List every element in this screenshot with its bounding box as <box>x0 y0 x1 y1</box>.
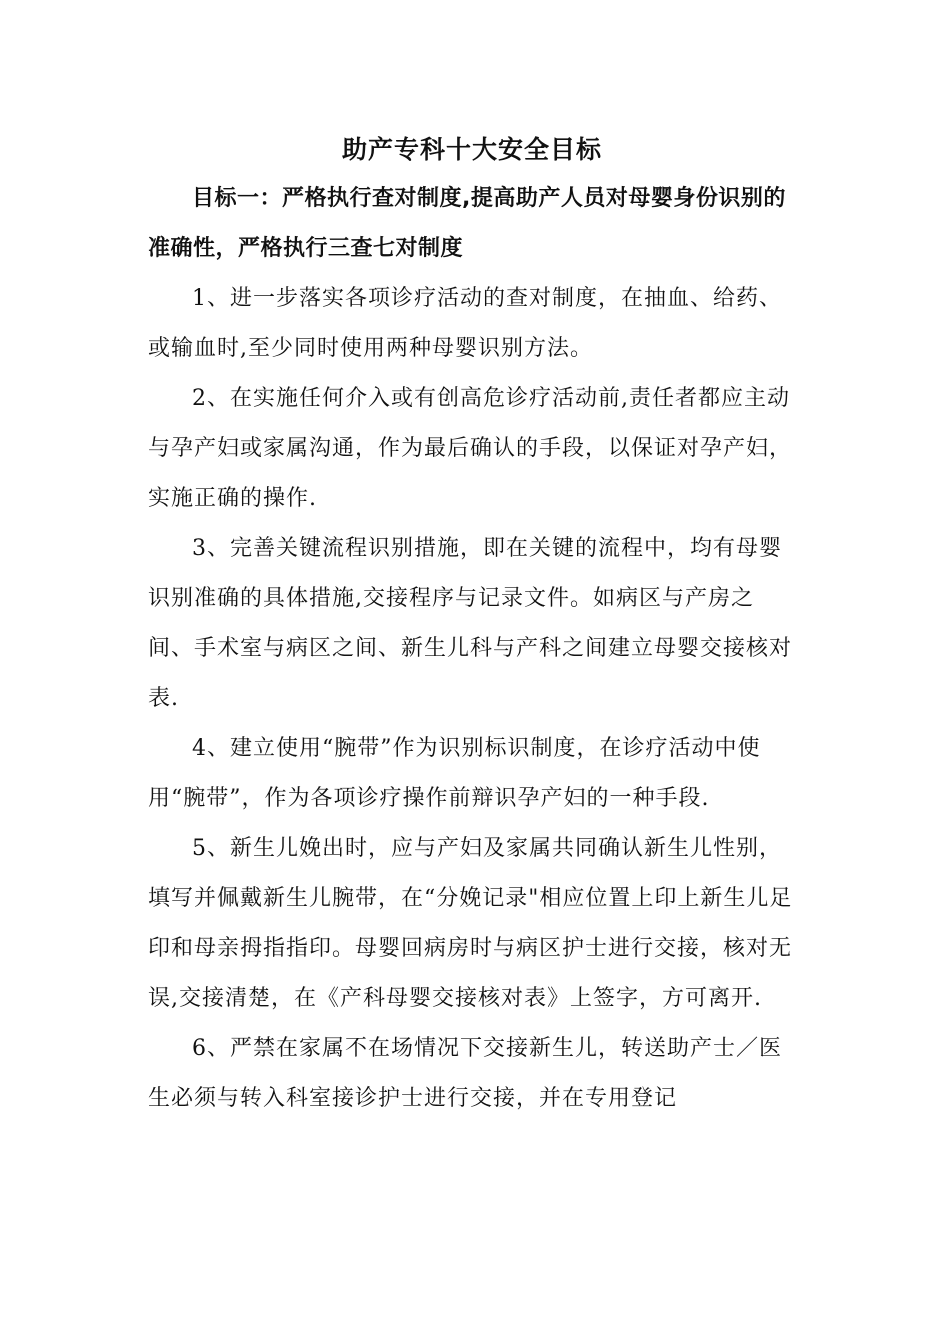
paragraph-1: 1、进一步落实各项诊疗活动的查对制度，在抽血、给药、或输血时,至少同时使用两种母婴识别方法。 <box>148 286 782 361</box>
paragraph-6: 6、严禁在家属不在场情况下交接新生儿，转送助产士／医生必须与转入科室接诊护士进行交接，并在专用登记 <box>148 1036 782 1111</box>
goal-one-heading: 目标一：严格执行查对制度,提高助产人员对母婴身份识别的准确性，严格执行三查七对制度 <box>148 186 786 261</box>
document-title: 助产专科十大安全目标 <box>341 135 602 164</box>
paragraph-2: 2、在实施任何介入或有创高危诊疗活动前,责任者都应主动与孕产妇或家属沟通，作为最后确认的手段，以保证对孕产妇，实施正确的操作. <box>148 386 793 511</box>
paragraph-3: 3、完善关键流程识别措施，即在关键的流程中，均有母婴识别准确的具体措施,交接程序与记录文件。如病区与产房之间、手术室与病区之间、新生儿科与产科之间建立母婴交接核对表. <box>148 536 793 711</box>
paragraph-4: 4、建立使用“腕带”作为识别标识制度，在诊疗活动中使用“腕带”，作为各项诊疗操作前辩识孕产妇的一种手段. <box>148 736 761 811</box>
paragraph-5: 5、新生儿娩出时，应与产妇及家属共同确认新生儿性别，填写并佩戴新生儿腕带，在“分娩记录"相应位置上印上新生儿足印和母亲拇指指印。母婴回病房时与病区护士进行交接，核对无误,交接清楚，在《产科母婴交接核对表》上签字，方可离开. <box>148 836 793 1011</box>
document-page <box>148 126 796 1124</box>
